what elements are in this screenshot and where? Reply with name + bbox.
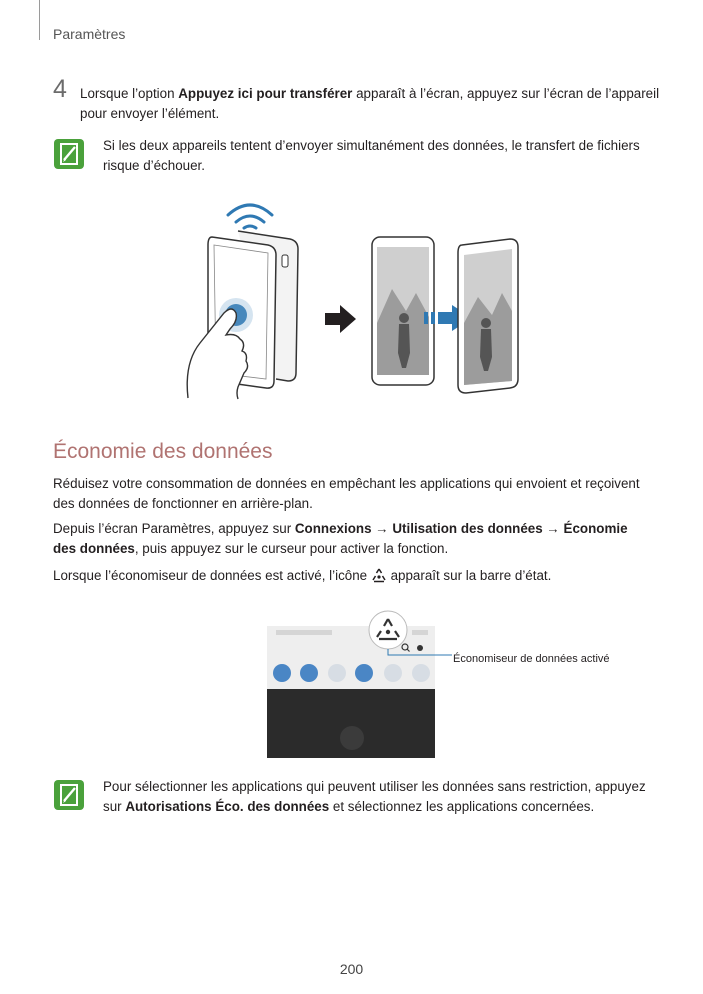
step-4-option-name: Appuyez ici pour transférer: [178, 86, 353, 101]
airplane-toggle-icon: [412, 664, 430, 682]
arrow-right-icon: [325, 305, 356, 333]
phone-source-icon: [372, 237, 434, 385]
gear-icon: [417, 645, 423, 651]
wireless-signal-icon: [228, 205, 272, 228]
note-icon: [54, 780, 84, 810]
callout-label: Économiseur de données activé: [453, 653, 610, 665]
step-number: 4: [53, 75, 67, 103]
note-icon: [54, 139, 84, 169]
section-paragraph-1: Réduisez votre consommation de données en empêchant les applications qui envoient et reçoivent des données de fonctionner en arrière-plan.: [53, 476, 640, 511]
flashlight-toggle-icon: [384, 664, 402, 682]
page-header-title: Paramètres: [53, 26, 126, 42]
note-1-text: Si les deux appareils tentent d’envoyer simultanément des données, le transfert de fichiers risque d’échouer.: [103, 138, 640, 173]
data-saver-icon: [371, 568, 387, 584]
header-rule: [39, 0, 40, 40]
sound-toggle-icon: [300, 664, 318, 682]
section-paragraph-3: Lorsque l’économiseur de données est activé, l’icône apparaît sur la barre d’état.: [53, 568, 552, 583]
rotation-toggle-icon: [355, 664, 373, 682]
step-4-text: Lorsque l’option Appuyez ici pour transférer apparaît à l’écran, appuyez sur l’écran de l’appareil pour envoyer l’élément.: [80, 86, 660, 121]
phone-destination-icon: [458, 239, 518, 393]
section-paragraph-2: Depuis l’écran Paramètres, appuyez sur Connexions → Utilisation des données → Économie des données, puis appuyez sur le curseur pour activer la fonction.: [53, 521, 628, 556]
note-2-text: Pour sélectionner les applications qui peuvent utiliser les données sans restriction, appuyez sur Autorisations Éco. des données et sélectionnez les applications concernées.: [103, 779, 646, 814]
transfer-illustration: [180, 193, 530, 403]
section-title: Économie des données: [53, 440, 273, 463]
page-number: 200: [339, 961, 364, 977]
wifi-toggle-icon: [273, 664, 291, 682]
quick-panel-screenshot: [262, 603, 622, 763]
bluetooth-toggle-icon: [328, 664, 346, 682]
